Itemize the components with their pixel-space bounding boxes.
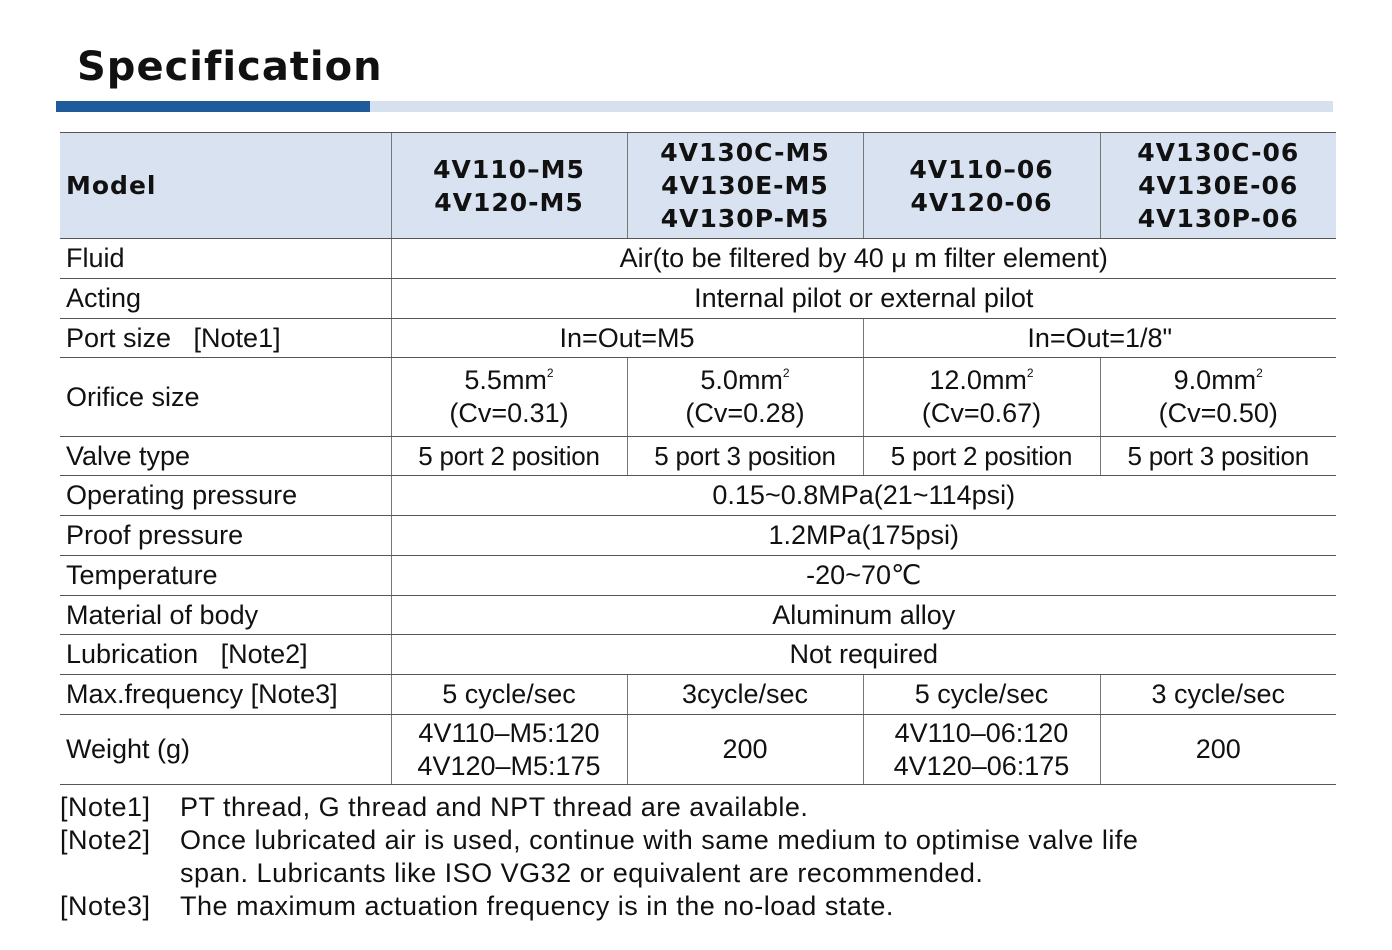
- note-3: [60, 890, 1360, 923]
- fluid-value: Air(to be filtered by 40 μ m filter element): [391, 239, 1336, 279]
- model-col-3: [863, 133, 1100, 239]
- row-material: [60, 596, 1336, 635]
- model-col-1-line-1: 4V110–M5: [433, 154, 585, 184]
- note-1-text: [180, 791, 1360, 824]
- acting-label: Acting: [60, 279, 391, 319]
- page-title: Specification: [77, 44, 383, 90]
- note-2-text: [180, 824, 1360, 890]
- row-proof-pressure: [60, 516, 1336, 556]
- orifice-col-1: [391, 358, 627, 437]
- row-acting: [60, 279, 1336, 319]
- orifice-col-1-area-value: 5.5: [464, 365, 502, 395]
- acting-value: Internal pilot or external pilot: [391, 279, 1336, 319]
- note-1: [60, 791, 1360, 824]
- orifice-col-4-area-value: 9.0: [1173, 365, 1212, 395]
- row-model: [60, 133, 1336, 239]
- weight-col-4: 200: [1100, 715, 1336, 785]
- specification-table: [60, 132, 1336, 785]
- orifice-col-3: [863, 358, 1100, 437]
- row-lubrication: [60, 635, 1336, 675]
- orifice-unit-exp: 2: [1026, 366, 1034, 380]
- row-max-frequency: [60, 675, 1336, 715]
- weight-col-1: [391, 715, 627, 785]
- note-2-line-1: Once lubricated air is used, continue with same medium to optimise valve life: [180, 825, 1139, 855]
- model-col-4-line-1: 4V130C-06: [1137, 138, 1300, 167]
- orifice-col-2-cv: (Cv=0.28): [685, 398, 805, 428]
- weight-col-3-line-1: 4V110–06:120: [894, 717, 1069, 748]
- valve-type-col-3: 5 port 2 position: [863, 437, 1100, 476]
- max-frequency-col-3: 5 cycle/sec: [863, 675, 1100, 715]
- valve-type-col-4: 5 port 3 position: [1100, 437, 1336, 476]
- weight-col-1-line-2: 4V120–M5:175: [417, 750, 601, 781]
- note-3-line-1: The maximum actuation frequency is in the no-load state.: [180, 891, 894, 921]
- row-fluid: [60, 239, 1336, 279]
- orifice-unit-exp: 2: [782, 366, 790, 380]
- orifice-unit: mm: [1211, 365, 1257, 395]
- orifice-col-4: [1100, 358, 1336, 437]
- notes: [60, 791, 1360, 923]
- model-col-2-line-1: 4V130C-M5: [660, 138, 830, 167]
- orifice-size-label: Orifice size: [60, 358, 391, 437]
- model-col-3-line-2: 4V120-06: [910, 187, 1053, 217]
- note-2-tag: [Note2]: [60, 825, 151, 855]
- row-port-size: [60, 319, 1336, 358]
- orifice-col-4-cv: (Cv=0.50): [1158, 398, 1278, 428]
- note-3-text: [180, 890, 1360, 923]
- orifice-unit-exp: 2: [1256, 366, 1263, 380]
- orifice-unit: mm: [981, 365, 1027, 395]
- model-label: Model: [60, 133, 391, 239]
- max-frequency-label: Max.frequency [Note3]: [60, 675, 391, 715]
- orifice-col-2-area-value: 5.0: [700, 365, 738, 395]
- orifice-col-2: [627, 358, 863, 437]
- note-2-line-2: span. Lubricants like ISO VG32 or equivalent are recommended.: [180, 858, 984, 888]
- orifice-col-1-area: [392, 364, 627, 397]
- port-size-label: Port size [Note1]: [60, 319, 391, 358]
- model-col-1: [391, 133, 627, 239]
- max-frequency-col-4: 3 cycle/sec: [1100, 675, 1336, 715]
- note-2: [60, 824, 1360, 890]
- orifice-unit-exp: 2: [546, 366, 554, 380]
- model-col-4-line-2: 4V130E-06: [1138, 171, 1299, 200]
- temperature-label: Temperature: [60, 556, 391, 596]
- max-frequency-col-2: 3cycle/sec: [627, 675, 863, 715]
- proof-pressure-value: 1.2MPa(175psi): [391, 516, 1336, 556]
- valve-type-label: Valve type: [60, 437, 391, 476]
- model-col-3-line-1: 4V110–06: [909, 154, 1054, 184]
- weight-col-3: [863, 715, 1100, 785]
- valve-type-col-1: 5 port 2 position: [391, 437, 627, 476]
- title-underline-accent: [56, 101, 370, 112]
- weight-label: Weight (g): [60, 715, 391, 785]
- proof-pressure-label: Proof pressure: [60, 516, 391, 556]
- model-col-2-line-2: 4V130E-M5: [661, 171, 829, 200]
- row-weight: [60, 715, 1336, 785]
- fluid-label: Fluid: [60, 239, 391, 279]
- note-1-line-1: PT thread, G thread and NPT thread are available.: [180, 792, 809, 822]
- model-col-2-line-3: 4V130P-M5: [660, 204, 830, 233]
- operating-pressure-value: 0.15~0.8MPa(21~114psi): [391, 476, 1336, 516]
- port-size-1-8: In=Out=1/8": [863, 319, 1336, 358]
- model-col-1-line-2: 4V120-M5: [434, 187, 584, 217]
- row-operating-pressure: [60, 476, 1336, 516]
- orifice-unit: mm: [737, 365, 783, 395]
- weight-col-3-line-2: 4V120–06:175: [893, 750, 1070, 781]
- orifice-col-2-area: [628, 364, 863, 397]
- temperature-value: -20~70℃: [391, 556, 1336, 596]
- orifice-col-1-cv: (Cv=0.31): [449, 398, 569, 428]
- lubrication-label: Lubrication [Note2]: [60, 635, 391, 675]
- max-frequency-col-1: 5 cycle/sec: [391, 675, 627, 715]
- row-valve-type: [60, 437, 1336, 476]
- model-col-4-line-3: 4V130P-06: [1137, 204, 1299, 233]
- model-col-4: [1100, 133, 1336, 239]
- material-value: Aluminum alloy: [391, 596, 1336, 635]
- note-1-tag: [Note1]: [60, 792, 151, 822]
- orifice-col-3-area-value: 12.0: [929, 365, 982, 395]
- valve-type-col-2: 5 port 3 position: [627, 437, 863, 476]
- title-underline-bar: [370, 101, 1333, 112]
- orifice-col-4-area: [1101, 364, 1337, 397]
- row-temperature: [60, 556, 1336, 596]
- port-size-m5: In=Out=M5: [391, 319, 863, 358]
- operating-pressure-label: Operating pressure: [60, 476, 391, 516]
- weight-col-1-line-1: 4V110–M5:120: [418, 717, 600, 748]
- lubrication-value: Not required: [391, 635, 1336, 675]
- note-3-tag: [Note3]: [60, 891, 151, 921]
- orifice-col-3-area: [864, 364, 1100, 397]
- orifice-unit: mm: [501, 365, 547, 395]
- model-col-2: [627, 133, 863, 239]
- weight-col-2: 200: [627, 715, 863, 785]
- orifice-col-3-cv: (Cv=0.67): [921, 398, 1042, 428]
- row-orifice-size: [60, 358, 1336, 437]
- material-label: Material of body: [60, 596, 391, 635]
